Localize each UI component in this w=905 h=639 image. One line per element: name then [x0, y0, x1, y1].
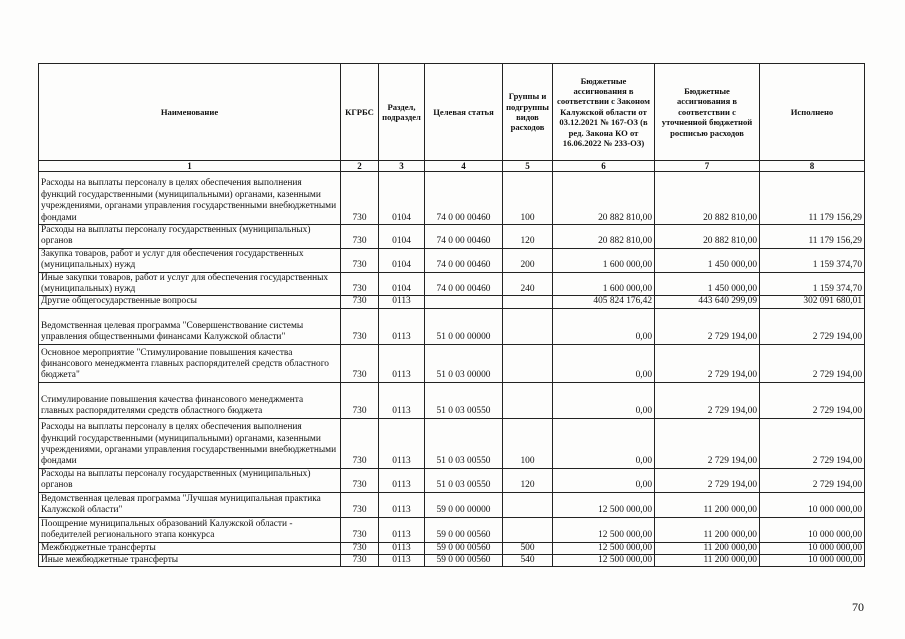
row-name-cell: Межбюджетные трансферты: [39, 542, 341, 554]
header-name: Наименование: [39, 64, 341, 161]
group-cell: 100: [503, 418, 553, 468]
target-cell: [425, 296, 503, 308]
law-allocation-cell: 12 500 000,00: [553, 555, 655, 567]
refined-allocation-cell: 2 729 194,00: [655, 344, 760, 382]
law-allocation-cell: 1 600 000,00: [553, 248, 655, 272]
table-row: [39, 468, 865, 492]
executed-cell: 1 159 374,70: [760, 248, 865, 272]
table-row: [39, 382, 865, 418]
law-allocation-cell: 0,00: [553, 382, 655, 418]
table-row: [39, 272, 865, 296]
target-cell: 74 0 00 00460: [425, 172, 503, 225]
group-cell: 240: [503, 272, 553, 296]
law-allocation-cell: 12 500 000,00: [553, 542, 655, 554]
kgrbs-cell: 730: [341, 344, 379, 382]
executed-cell: 10 000 000,00: [760, 542, 865, 554]
header-law-allocation: Бюджетные ассигнования в соответствии с Законом Калужской области от 03.12.2021 № 167-ОЗ (в ред. Закона КО от 16.06.2022 № 233-ОЗ): [553, 64, 655, 161]
row-name-cell: Основное мероприятие "Стимулирование повышения качества финансового менеджмента главных распорядителей средств областного бюджета": [39, 344, 341, 382]
row-name-cell: Расходы на выплаты персоналу государственных (муниципальных) органов: [39, 225, 341, 249]
kgrbs-cell: 730: [341, 492, 379, 517]
executed-cell: 2 729 194,00: [760, 468, 865, 492]
table-row: [39, 344, 865, 382]
column-number: 2: [341, 161, 379, 172]
kgrbs-cell: 730: [341, 555, 379, 567]
group-cell: 100: [503, 172, 553, 225]
refined-allocation-cell: 2 729 194,00: [655, 468, 760, 492]
group-cell: [503, 344, 553, 382]
column-number: 4: [425, 161, 503, 172]
table-row: [39, 172, 865, 225]
column-number: 8: [760, 161, 865, 172]
table-row: [39, 542, 865, 554]
law-allocation-cell: 20 882 810,00: [553, 172, 655, 225]
target-cell: 59 0 00 00560: [425, 555, 503, 567]
target-cell: 51 0 00 00000: [425, 308, 503, 344]
table-row: [39, 555, 865, 567]
table-row: [39, 492, 865, 517]
executed-cell: 11 179 156,29: [760, 172, 865, 225]
section-cell: 0104: [379, 248, 425, 272]
refined-allocation-cell: 2 729 194,00: [655, 382, 760, 418]
refined-allocation-cell: 20 882 810,00: [655, 225, 760, 249]
law-allocation-cell: 12 500 000,00: [553, 492, 655, 517]
target-cell: 74 0 00 00460: [425, 248, 503, 272]
column-number: 5: [503, 161, 553, 172]
kgrbs-cell: 730: [341, 172, 379, 225]
target-cell: 59 0 00 00000: [425, 492, 503, 517]
row-name-cell: Расходы на выплаты персоналу государственных (муниципальных) органов: [39, 468, 341, 492]
target-cell: 51 0 03 00550: [425, 418, 503, 468]
refined-allocation-cell: 11 200 000,00: [655, 492, 760, 517]
group-cell: [503, 296, 553, 308]
header-executed: Исполнено: [760, 64, 865, 161]
law-allocation-cell: 1 600 000,00: [553, 272, 655, 296]
refined-allocation-cell: 20 882 810,00: [655, 172, 760, 225]
refined-allocation-cell: 2 729 194,00: [655, 418, 760, 468]
refined-allocation-cell: 1 450 000,00: [655, 248, 760, 272]
target-cell: 59 0 00 00560: [425, 542, 503, 554]
header-refined-allocation: Бюджетные ассигнования в соответствии с уточненной бюджетной росписью расходов: [655, 64, 760, 161]
group-cell: 500: [503, 542, 553, 554]
group-cell: 120: [503, 225, 553, 249]
table-row: [39, 225, 865, 249]
section-cell: 0113: [379, 517, 425, 542]
section-cell: 0104: [379, 225, 425, 249]
executed-cell: 2 729 194,00: [760, 308, 865, 344]
kgrbs-cell: 730: [341, 382, 379, 418]
refined-allocation-cell: 11 200 000,00: [655, 542, 760, 554]
row-name-cell: Расходы на выплаты персоналу в целях обеспечения выполнения функций государственными (муниципальными) органами, казенными учреждениями, органами управления государственными внебюджетными фондами: [39, 172, 341, 225]
refined-allocation-cell: 11 200 000,00: [655, 555, 760, 567]
refined-allocation-cell: 2 729 194,00: [655, 308, 760, 344]
executed-cell: 10 000 000,00: [760, 492, 865, 517]
executed-cell: 10 000 000,00: [760, 517, 865, 542]
kgrbs-cell: 730: [341, 418, 379, 468]
target-cell: 51 0 03 00550: [425, 468, 503, 492]
section-cell: 0104: [379, 172, 425, 225]
executed-cell: 11 179 156,29: [760, 225, 865, 249]
group-cell: 200: [503, 248, 553, 272]
target-cell: 51 0 03 00550: [425, 382, 503, 418]
header-section: Раздел, подраздел: [379, 64, 425, 161]
law-allocation-cell: 12 500 000,00: [553, 517, 655, 542]
section-cell: 0113: [379, 492, 425, 517]
law-allocation-cell: 20 882 810,00: [553, 225, 655, 249]
table-row: [39, 296, 865, 308]
refined-allocation-cell: 1 450 000,00: [655, 272, 760, 296]
section-cell: 0113: [379, 344, 425, 382]
law-allocation-cell: 0,00: [553, 468, 655, 492]
row-name-cell: Ведомственная целевая программа "Лучшая муниципальная практика Калужской области": [39, 492, 341, 517]
row-name-cell: Ведомственная целевая программа "Совершенствование системы управления общественными финансами Калужской области": [39, 308, 341, 344]
page-number: 70: [852, 600, 864, 614]
section-cell: 0113: [379, 308, 425, 344]
header-group: Группы и подгруппы видов расходов: [503, 64, 553, 161]
row-name-cell: Иные закупки товаров, работ и услуг для обеспечения государственных (муниципальных) нужд: [39, 272, 341, 296]
section-cell: 0113: [379, 418, 425, 468]
header-target: Целевая статья: [425, 64, 503, 161]
header-kgrbs: КГРБС: [341, 64, 379, 161]
kgrbs-cell: 730: [341, 296, 379, 308]
target-cell: 59 0 00 00560: [425, 517, 503, 542]
executed-cell: 302 091 680,01: [760, 296, 865, 308]
column-number: 7: [655, 161, 760, 172]
executed-cell: 2 729 194,00: [760, 344, 865, 382]
row-name-cell: Закупка товаров, работ и услуг для обеспечения государственных (муниципальных) нужд: [39, 248, 341, 272]
column-number: 6: [553, 161, 655, 172]
law-allocation-cell: 405 824 176,42: [553, 296, 655, 308]
column-number: 3: [379, 161, 425, 172]
section-cell: 0113: [379, 382, 425, 418]
kgrbs-cell: 730: [341, 468, 379, 492]
section-cell: 0104: [379, 272, 425, 296]
target-cell: 74 0 00 00460: [425, 225, 503, 249]
kgrbs-cell: 730: [341, 517, 379, 542]
section-cell: 0113: [379, 555, 425, 567]
table-header-row: [39, 64, 865, 161]
table-row: [39, 517, 865, 542]
target-cell: 74 0 00 00460: [425, 272, 503, 296]
kgrbs-cell: 730: [341, 248, 379, 272]
executed-cell: 1 159 374,70: [760, 272, 865, 296]
table-row: [39, 308, 865, 344]
kgrbs-cell: 730: [341, 308, 379, 344]
group-cell: [503, 517, 553, 542]
refined-allocation-cell: 11 200 000,00: [655, 517, 760, 542]
refined-allocation-cell: 443 640 299,09: [655, 296, 760, 308]
target-cell: 51 0 03 00000: [425, 344, 503, 382]
kgrbs-cell: 730: [341, 542, 379, 554]
row-name-cell: Поощрение муниципальных образований Калужской области - победителей регионального этапа конкурса: [39, 517, 341, 542]
column-number-row: [39, 161, 865, 172]
budget-table: [38, 63, 865, 567]
group-cell: [503, 492, 553, 517]
law-allocation-cell: 0,00: [553, 344, 655, 382]
row-name-cell: Другие общегосударственные вопросы: [39, 296, 341, 308]
section-cell: 0113: [379, 468, 425, 492]
law-allocation-cell: 0,00: [553, 418, 655, 468]
row-name-cell: Иные межбюджетные трансферты: [39, 555, 341, 567]
kgrbs-cell: 730: [341, 272, 379, 296]
row-name-cell: Расходы на выплаты персоналу в целях обеспечения выполнения функций государственными (муниципальными) органами, казенными учреждениями, органами управления государственными внебюджетными фондами: [39, 418, 341, 468]
group-cell: 120: [503, 468, 553, 492]
executed-cell: 2 729 194,00: [760, 382, 865, 418]
row-name-cell: Стимулирование повышения качества финансового менеджмента главных распорядителями средств областного бюджета: [39, 382, 341, 418]
group-cell: [503, 308, 553, 344]
kgrbs-cell: 730: [341, 225, 379, 249]
column-number: 1: [39, 161, 341, 172]
law-allocation-cell: 0,00: [553, 308, 655, 344]
executed-cell: 2 729 194,00: [760, 418, 865, 468]
executed-cell: 10 000 000,00: [760, 555, 865, 567]
table-row: [39, 248, 865, 272]
group-cell: [503, 382, 553, 418]
section-cell: 0113: [379, 296, 425, 308]
group-cell: 540: [503, 555, 553, 567]
section-cell: 0113: [379, 542, 425, 554]
table-row: [39, 418, 865, 468]
